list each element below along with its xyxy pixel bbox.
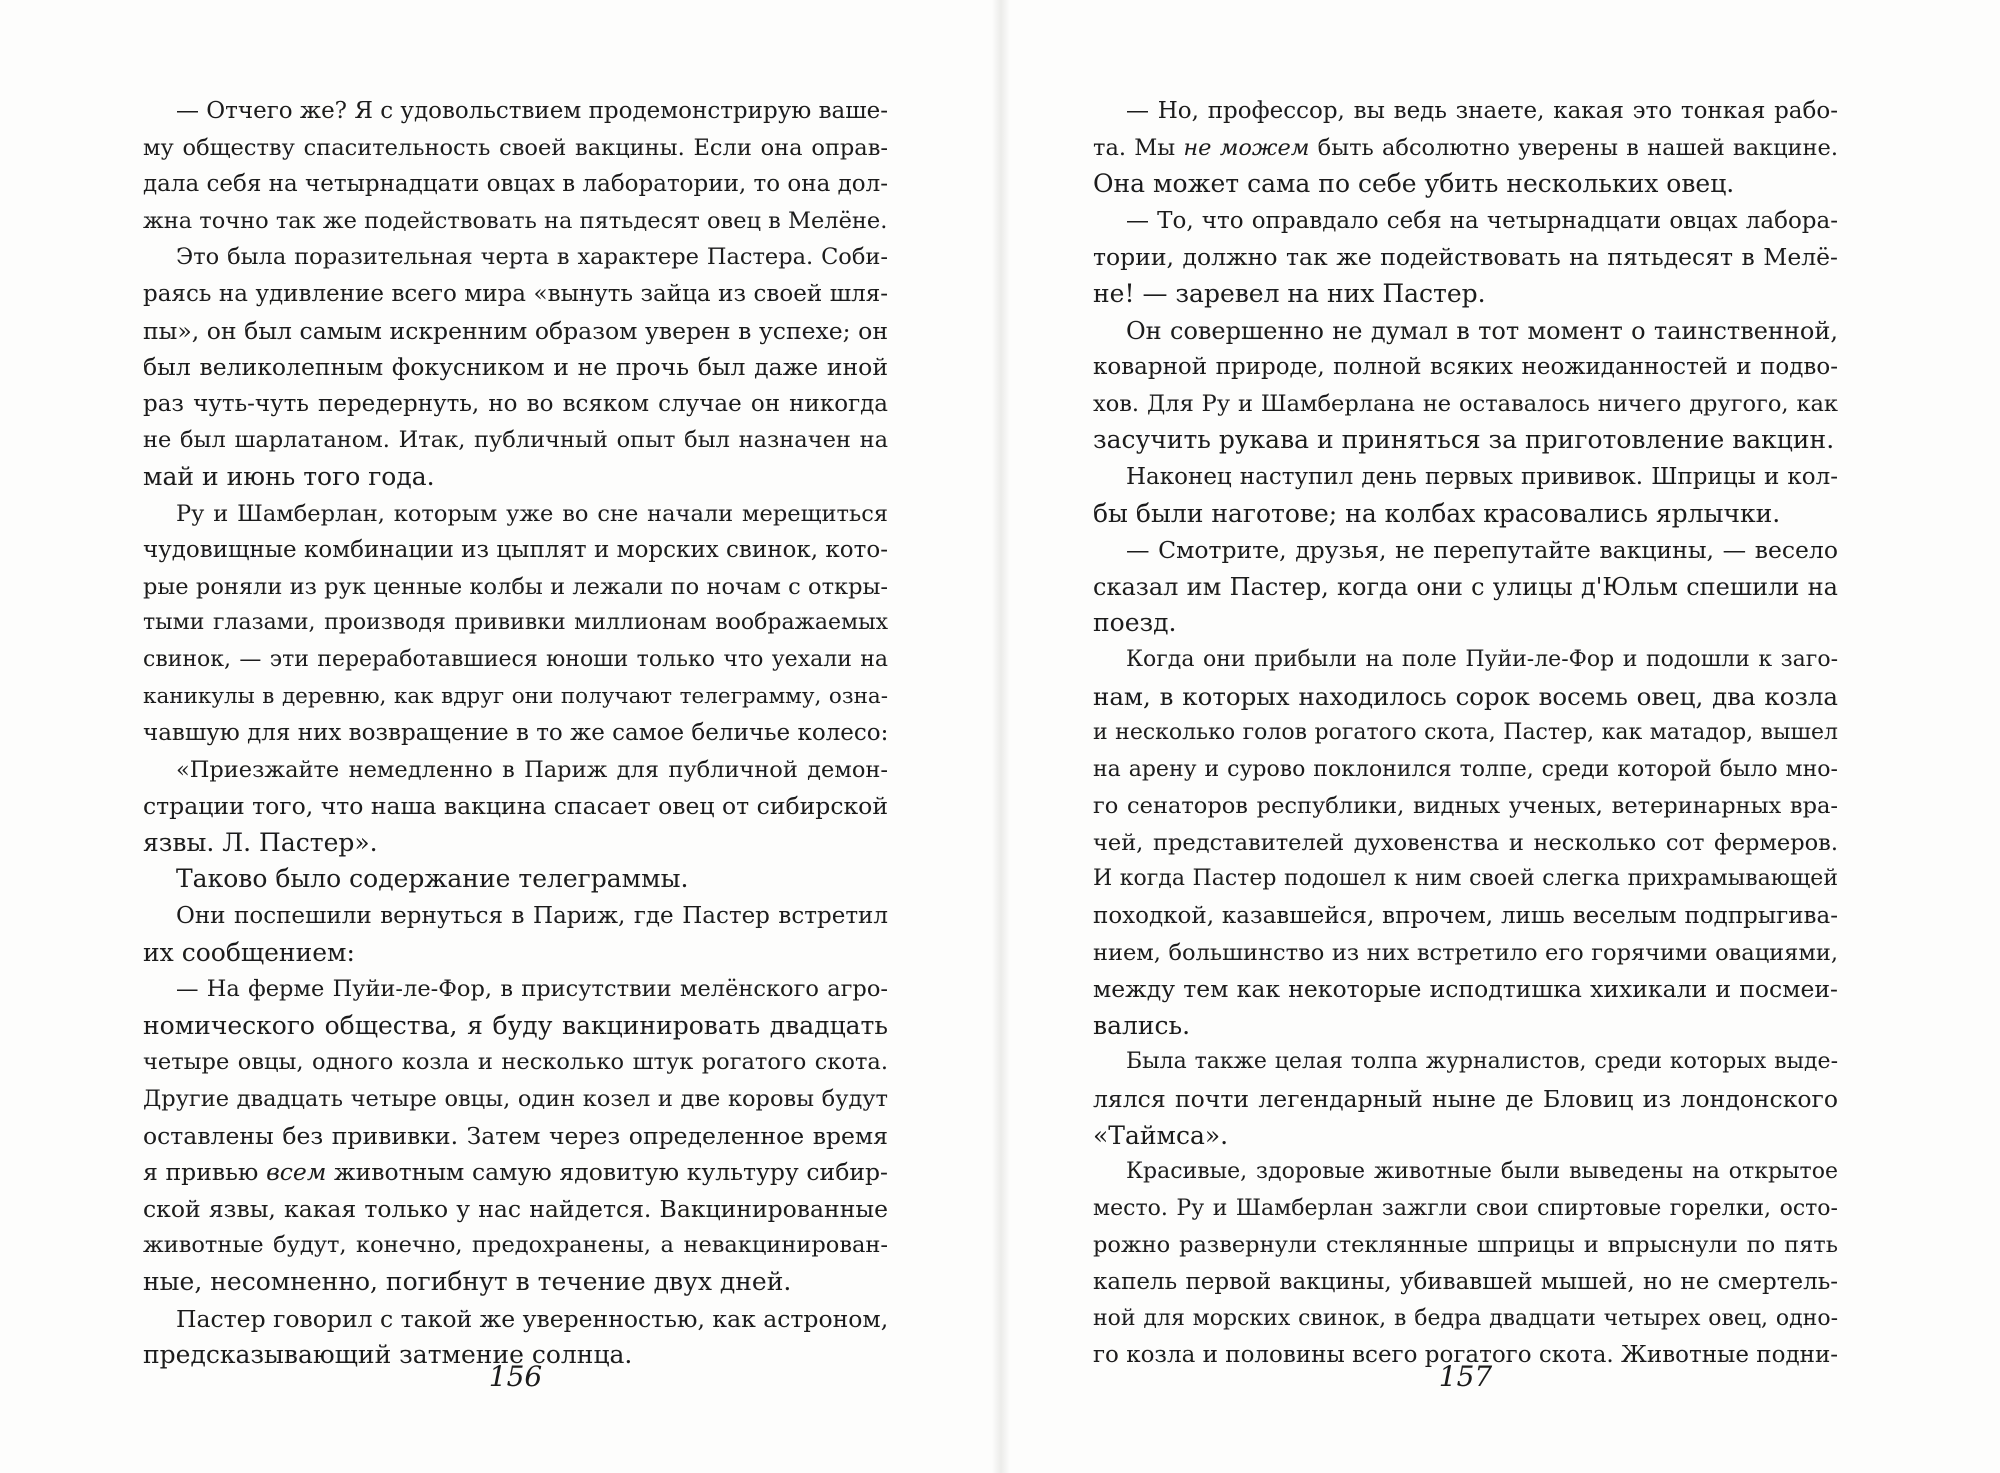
text-line: сказал им Пастер, когда они с улицы д'Юльм спешили на — [1093, 572, 1838, 601]
text-line: бы были наготове; на колбах красовались ярлычки. — [1093, 498, 1781, 528]
text-line: го сенаторов республики, видных ученых, ветеринарных вра- — [1093, 793, 1838, 820]
text-line: Таково было содержание телеграммы. — [176, 864, 689, 894]
text-line: каникулы в деревню, как вдруг они получают телеграмму, озна- — [143, 683, 888, 709]
left-page-body — [143, 93, 888, 1374]
text-line: «Таймса». — [1093, 1120, 1229, 1150]
text-line: засучить рукава и приняться за приготовление вакцин. — [1093, 425, 1835, 455]
text-line: раясь на удивление всего мира «вынуть зайца из своей шля- — [143, 280, 888, 307]
text-line: пы», он был самым искренним образом уверен в успехе; он — [143, 316, 888, 345]
text-line: рожно развернули стеклянные шприцы и впрыснули по пять — [1093, 1232, 1838, 1259]
text-line: му обществу спасительность своей вакцины. Если она оправ- — [143, 134, 888, 161]
text-line: «Приезжайте немедленно в Париж для публичной демон- — [176, 756, 888, 783]
text-line: дала себя на четырнадцати овцах в лаборатории, то она дол- — [143, 171, 889, 198]
text-line: капель первой вакцины, убивавшей мышей, но не смертель- — [1093, 1269, 1838, 1295]
text-line: номического общества, я буду вакцинировать двадцать — [143, 1010, 888, 1040]
text-line: свинок, — эти переработавшиеся юноши только что уехали на — [143, 646, 888, 672]
text-line: чей, представителей духовенства и несколько сот фермеров. — [1093, 829, 1838, 856]
text-line: место. Ру и Шамберлан зажгли свои спиртовые горелки, осто- — [1093, 1195, 1838, 1221]
text-line: не! — заревел на них Пастер. — [1093, 278, 1486, 308]
text-line: Другие двадцать четыре овцы, один козел и две коровы будут — [143, 1086, 888, 1113]
text-line: Он совершенно не думал в тот момент о таинственной, — [1126, 316, 1838, 345]
text-line: — То, что оправдало себя на четырнадцати овцах лабора- — [1126, 207, 1838, 234]
text-line: май и июнь того года. — [143, 461, 435, 491]
text-line: рые роняли из рук ценные колбы и лежали по ночам с откры- — [143, 573, 888, 600]
text-line: предсказывающий затмение солнца. — [143, 1340, 633, 1370]
left-page-number: 156 — [488, 1360, 543, 1393]
text-fragment: та. Мы — [1093, 134, 1184, 161]
text-line: раз чуть-чуть передернуть, но во всяком случае он никогда — [143, 390, 888, 417]
text-line: чудовищные комбинации из цыплят и морских свинок, кото- — [143, 537, 888, 564]
text-line: оставлены без прививки. Затем через определенное время — [143, 1121, 888, 1150]
text-line — [143, 1154, 888, 1191]
text-line: — Смотрите, друзья, не перепутайте вакцины, — весело — [1126, 536, 1838, 565]
text-line: на арену и сурово поклонился толпе, среди которой было мно- — [1093, 756, 1838, 782]
text-line: походкой, казавшейся, впрочем, лишь веселым подпрыгива- — [1093, 903, 1838, 930]
emphasized-text: всем — [266, 1158, 327, 1187]
text-line — [1093, 130, 1838, 167]
text-line: нием, большинство из них встретило его горячими овациями, — [1093, 939, 1838, 966]
text-line: Наконец наступил день первых прививок. Шприцы и кол- — [1126, 463, 1838, 490]
text-line: и несколько голов рогатого скота, Пастер, как матадор, вышел — [1093, 720, 1838, 746]
text-line: ной для морских свинок, в бедра двадцати четырех овец, одно- — [1093, 1305, 1838, 1331]
right-page-number: 157 — [1438, 1360, 1493, 1393]
text-line: Красивые, здоровые животные были выведены на открытое — [1126, 1159, 1838, 1185]
text-line: Она может сама по себе убить нескольких овец. — [1093, 169, 1735, 199]
text-line: хов. Для Ру и Шамберлана не оставалось ничего другого, как — [1093, 390, 1838, 417]
text-line: го козла и половины всего рогатого скота. Животные подни- — [1093, 1342, 1839, 1369]
text-line: ской язвы, какая только у нас найдется. Вакцинированные — [143, 1194, 888, 1223]
text-line: И когда Пастер подошел к ним своей слегка прихрамывающей — [1093, 866, 1838, 892]
text-line: страции того, что наша вакцина спасает овец от сибирской — [143, 792, 888, 821]
text-line: не был шарлатаном. Итак, публичный опыт был назначен на — [143, 427, 888, 454]
text-line: Они поспешили вернуться в Париж, где Пастер встретил — [176, 903, 888, 930]
emphasized-text: не можем — [1183, 134, 1310, 161]
text-line: язвы. Л. Пастер». — [143, 827, 378, 857]
text-line: чавшую для них возвращение в то же самое беличье колесо: — [143, 720, 889, 747]
text-line: их сообщением: — [143, 937, 355, 967]
text-line: вались. — [1093, 1010, 1191, 1040]
text-line: тории, должно так же подействовать на пятьдесят в Мелё- — [1093, 243, 1838, 272]
text-line: поезд. — [1093, 608, 1177, 638]
text-line: четыре овцы, одного козла и несколько штук рогатого скота. — [143, 1049, 888, 1076]
text-line: Это была поразительная черта в характере Пастера. Соби- — [176, 244, 888, 271]
book-gutter — [992, 0, 1010, 1473]
text-line: — Но, профессор, вы ведь знаете, какая это тонкая рабо- — [1126, 98, 1838, 124]
text-line: коварной природе, полной всяких неожиданностей и подво- — [1093, 354, 1838, 381]
text-line: жна точно так же подействовать на пятьдесят овец в Мелёне. — [143, 207, 888, 234]
text-fragment: животным самую ядовитую культуру сибир- — [326, 1158, 888, 1187]
text-fragment: быть абсолютно уверены в нашей вакцине. — [1309, 134, 1838, 161]
text-line: — На ферме Пуйи-ле-Фор, в присутствии мелёнского агро- — [176, 976, 888, 1003]
text-fragment: я привью — [143, 1158, 267, 1187]
text-line: между тем как некоторые исподтишка хихикали и посмеи- — [1093, 975, 1838, 1004]
text-line: Когда они прибыли на поле Пуйи-ле-Фор и подошли к заго- — [1126, 646, 1838, 672]
text-line: нам, в которых находилось сорок восемь овец, два козла — [1093, 681, 1838, 711]
text-line: — Отчего же? Я с удовольствием продемонстрирую ваше- — [176, 98, 888, 124]
text-line: лялся почти легендарный ныне де Бловиц из лондонского — [1093, 1085, 1838, 1114]
text-line: тыми глазами, производя прививки миллионам воображаемых — [143, 610, 888, 636]
text-line: был великолепным фокусником и не прочь был даже иной — [143, 353, 888, 382]
text-line: Ру и Шамберлан, которым уже во сне начали мерещиться — [176, 500, 888, 527]
text-line: Была также целая толпа журналистов, среди которых выде- — [1126, 1049, 1838, 1075]
text-line: животные будут, конечно, предохранены, а невакцинирован- — [143, 1232, 888, 1259]
text-line: Пастер говорил с такой же уверенностью, как астроном, — [176, 1304, 889, 1333]
right-page-body — [1093, 93, 1838, 1374]
text-line: ные, несомненно, погибнут в течение двух дней. — [143, 1267, 792, 1296]
